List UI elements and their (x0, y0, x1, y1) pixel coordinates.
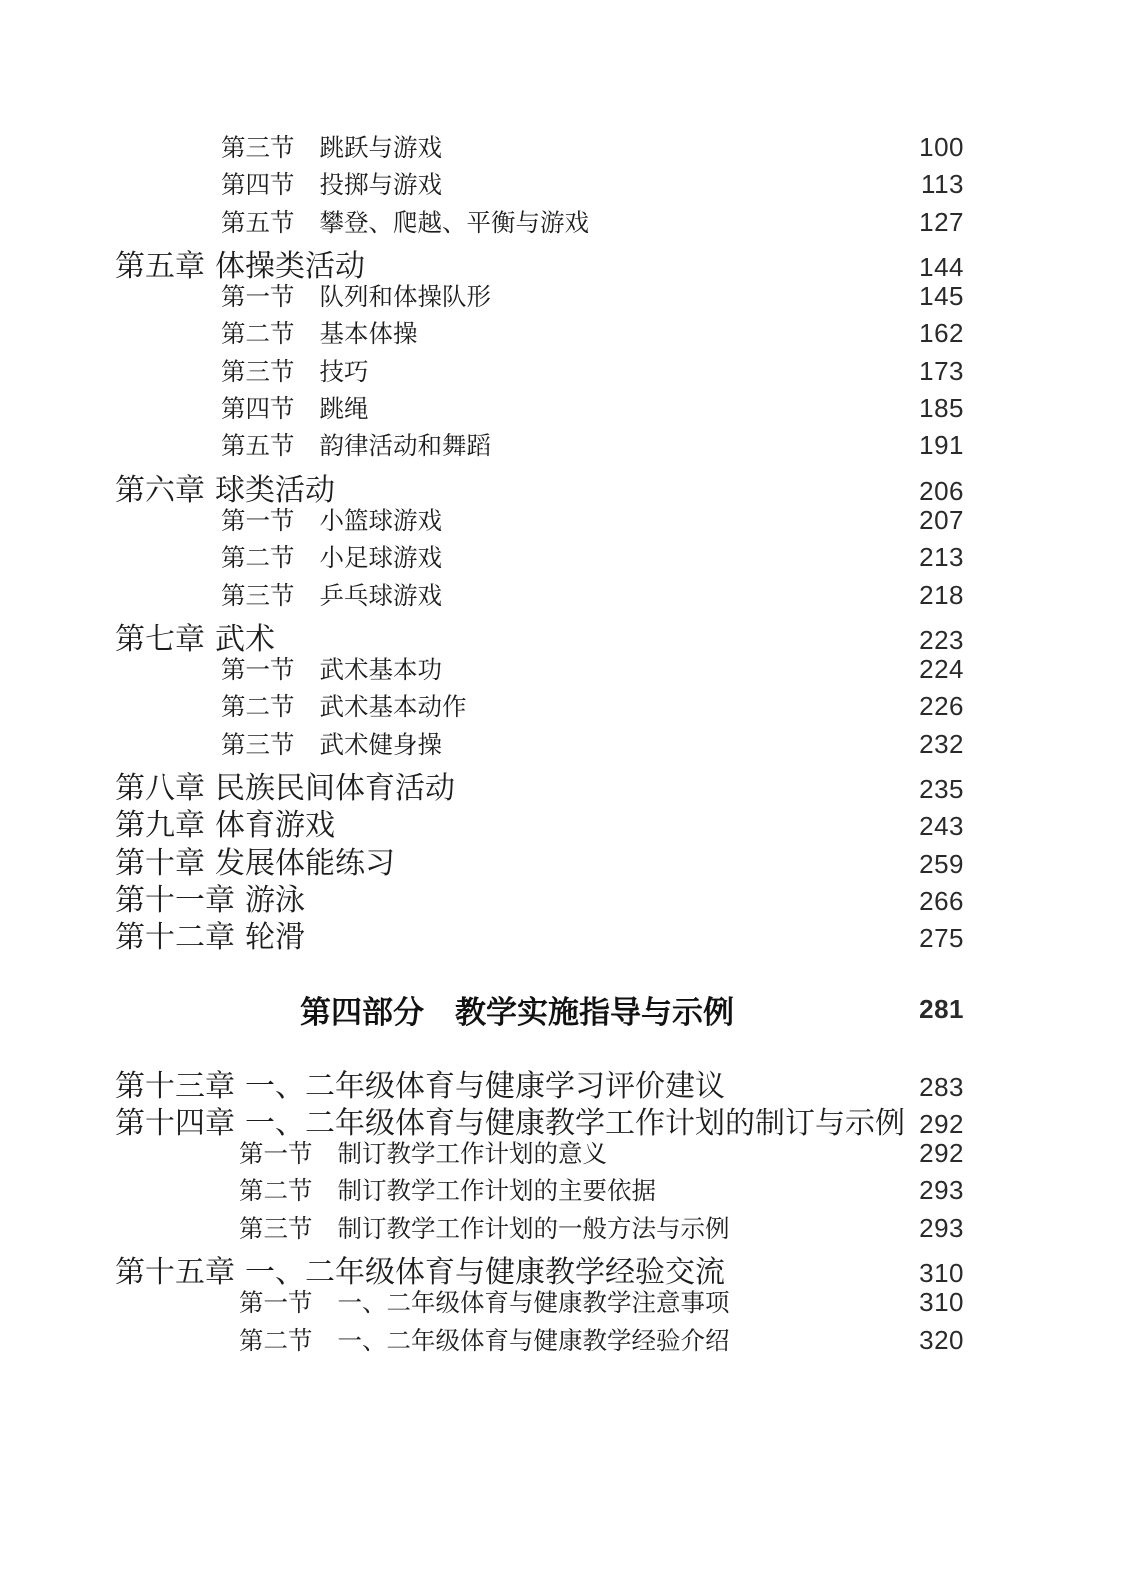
toc-entry-title: 游泳 (245, 883, 305, 917)
toc-entry-title: 武术 (215, 622, 275, 656)
toc-entry-page-number: 191 (919, 430, 964, 461)
toc-entry-title: 投掷与游戏 (319, 172, 442, 200)
toc-entry-title: 小篮球游戏 (319, 507, 442, 535)
toc-entry-head (115, 987, 919, 1032)
toc-entry-title: 韵律活动和舞蹈 (319, 433, 491, 461)
toc-entry-label: 第一节 (221, 507, 295, 535)
toc-entry-title: 民族民间体育活动 (215, 772, 455, 806)
toc-entry-page-number: 259 (919, 848, 964, 879)
toc-entry-label: 第三节 (239, 1215, 313, 1243)
toc (115, 129, 964, 1359)
toc-entry-label: 第七章 (115, 622, 205, 656)
toc-entry (115, 502, 964, 539)
toc-entry-title: 制订教学工作计划的主要依据 (337, 1178, 656, 1206)
toc-entry-head (115, 353, 919, 388)
toc-entry-page-number: 293 (919, 1175, 964, 1206)
toc-entry-page-number: 293 (919, 1212, 964, 1243)
toc-entry-title: 技巧 (319, 358, 369, 386)
toc-entry (115, 577, 964, 614)
toc-entry-label: 第十三章 (115, 1069, 235, 1103)
toc-entry-head (115, 1172, 919, 1207)
toc-entry-label: 第五节 (221, 209, 295, 237)
toc-entry-title: 体操类活动 (215, 249, 365, 283)
toc-entry (115, 875, 964, 917)
toc-entry-head (115, 651, 919, 686)
toc-entry-page-number: 243 (919, 811, 964, 842)
toc-entry-title: 跳绳 (319, 396, 369, 424)
toc-entry-label: 第八章 (115, 772, 205, 806)
toc-entry-label: 第一节 (239, 1141, 313, 1169)
toc-entry-title: 一、二年级体育与健康教学经验介绍 (337, 1327, 730, 1355)
toc-entry (115, 912, 964, 955)
toc-entry-page-number: 310 (919, 1287, 964, 1318)
toc-entry-title: 制订教学工作计划的一般方法与示例 (337, 1215, 730, 1243)
toc-entry (115, 166, 964, 203)
toc-entry-title: 制订教学工作计划的意义 (337, 1141, 607, 1169)
toc-entry-label: 第二节 (221, 545, 295, 573)
toc-entry-label: 第一节 (221, 284, 295, 312)
toc-entry-label: 第三节 (221, 731, 295, 759)
toc-entry-head (115, 390, 919, 425)
toc-entry-page-number: 113 (921, 169, 964, 200)
toc-entry (115, 241, 964, 283)
toc-entry-label: 第四节 (221, 172, 295, 200)
toc-entry-page-number: 320 (919, 1324, 964, 1355)
toc-entry-title: 乒乓球游戏 (319, 582, 442, 610)
toc-entry (115, 315, 964, 352)
toc-entry-label: 第一节 (239, 1290, 313, 1318)
toc-entry-page-number: 223 (919, 624, 964, 655)
toc-entry-title: 体育游戏 (215, 809, 335, 843)
toc-entry-label: 第十二章 (115, 921, 235, 955)
toc-entry-label: 第九章 (115, 809, 205, 843)
toc-entry (115, 1247, 964, 1290)
toc-entry-label: 第三节 (221, 135, 295, 162)
toc-entry-head (115, 726, 919, 761)
toc-entry-title: 武术健身操 (319, 731, 442, 759)
toc-entry-title: 武术基本功 (319, 657, 442, 685)
toc-entry-head (115, 577, 919, 612)
toc-entry-page-number: 162 (919, 318, 964, 349)
toc-entry (115, 278, 964, 315)
toc-entry (115, 465, 964, 507)
toc-entry-page-number: 100 (919, 132, 964, 162)
toc-entry (115, 353, 964, 390)
toc-entry-head (115, 315, 919, 350)
toc-entry-label: 第五章 (115, 249, 205, 283)
toc-entry-head (115, 1322, 919, 1357)
toc-entry-label: 第二节 (221, 321, 295, 349)
toc-entry-title: 发展体能练习 (215, 846, 395, 880)
toc-entry-label: 第六章 (115, 473, 205, 507)
toc-entry-head (115, 1210, 919, 1245)
toc-entry-title: 武术基本动作 (319, 694, 467, 722)
toc-entry-page-number: 173 (919, 355, 964, 386)
toc-entry (115, 1322, 964, 1359)
toc-entry-page-number: 144 (919, 251, 964, 282)
toc-entry (115, 539, 964, 576)
toc-entry-page-number: 266 (919, 885, 964, 916)
toc-entry (115, 614, 964, 656)
toc-entry (115, 763, 964, 806)
toc-entry-page-number: 275 (919, 923, 964, 954)
toc-entry (115, 651, 964, 688)
toc-entry-label: 第三节 (221, 582, 295, 610)
toc-entry-page-number: 310 (919, 1258, 964, 1289)
toc-entry-page-number: 281 (919, 994, 964, 1025)
toc-entry (115, 800, 964, 843)
toc-entry-title: 一、二年级体育与健康教学经验交流 (245, 1256, 725, 1290)
toc-entry-title: 一、二年级体育与健康教学注意事项 (337, 1290, 730, 1318)
toc-entry (115, 204, 964, 241)
toc-entry-head (115, 1135, 919, 1170)
toc-entry-page-number: 292 (919, 1108, 964, 1139)
toc-entry-label: 第四节 (221, 396, 295, 424)
toc-entry-page-number: 283 (919, 1071, 964, 1102)
toc-entry-page-number: 127 (919, 206, 964, 237)
toc-entry (115, 1098, 964, 1140)
toc-entry-head (115, 204, 919, 239)
toc-entry-label: 第一节 (221, 657, 295, 685)
toc-entry-head (115, 912, 919, 956)
toc-entry-page-number: 213 (919, 542, 964, 573)
toc-entry (115, 1172, 964, 1209)
toc-entry-page-number: 207 (919, 504, 964, 535)
toc-entry-head (115, 427, 919, 462)
toc-entry-head (115, 688, 919, 723)
toc-entry-label: 第十五章 (115, 1256, 235, 1290)
toc-entry-page-number: 206 (919, 475, 964, 506)
toc-entry-head (115, 1284, 919, 1319)
toc-entry (115, 726, 964, 763)
toc-entry (115, 1284, 964, 1321)
toc-entry-title: 小足球游戏 (319, 545, 442, 573)
toc-entry-label: 第十四章 (115, 1106, 235, 1140)
toc-entry-title: 轮滑 (245, 921, 305, 955)
toc-entry-page-number: 145 (919, 281, 964, 312)
toc-entry-title: 基本体操 (319, 321, 418, 349)
toc-entry-title: 攀登、爬越、平衡与游戏 (319, 209, 589, 237)
toc-entry (115, 838, 964, 880)
toc-entry (115, 688, 964, 725)
toc-entry-head (115, 539, 919, 574)
toc-entry-page-number: 218 (919, 579, 964, 610)
toc-entry-head (115, 166, 921, 201)
toc-entry-page-number: 226 (919, 691, 964, 722)
toc-entry-label: 第二节 (239, 1178, 313, 1206)
toc-entry-head (115, 502, 919, 537)
toc-entry-page-number: 185 (919, 393, 964, 424)
toc-entry-label: 第十一章 (115, 883, 235, 917)
toc-entry-label: 第二节 (221, 694, 295, 722)
toc-entry-page-number: 232 (919, 728, 964, 759)
toc-entry (115, 129, 964, 166)
toc-entry-page-number: 224 (919, 654, 964, 685)
toc-entry-label: 第五节 (221, 433, 295, 461)
toc-entry-title: 一、二年级体育与健康学习评价建议 (245, 1069, 725, 1103)
toc-entry-title: 球类活动 (215, 473, 335, 507)
toc-entry-head (115, 278, 919, 313)
toc-entry-page-number: 292 (919, 1138, 964, 1169)
toc-entry-title: 教学实施指导与示例 (455, 995, 735, 1031)
toc-part-heading (115, 987, 964, 1033)
toc-entry-title: 跳跃与游戏 (319, 135, 442, 162)
toc-entry-label: 第三节 (221, 358, 295, 386)
toc-entry-page-number: 235 (919, 774, 964, 805)
toc-entry-title: 一、二年级体育与健康教学工作计划的制订与示例 (245, 1106, 905, 1140)
toc-entry-label: 第二节 (239, 1327, 313, 1355)
toc-entry (115, 427, 964, 464)
toc-entry (115, 1061, 964, 1103)
toc-entry (115, 1210, 964, 1247)
toc-entry-label: 第十章 (115, 846, 205, 880)
toc-entry (115, 390, 964, 427)
toc-entry-title: 队列和体操队形 (319, 284, 491, 312)
toc-entry (115, 1135, 964, 1172)
toc-entry-label: 第四部分 (300, 995, 425, 1031)
toc-entry-head (115, 129, 919, 164)
